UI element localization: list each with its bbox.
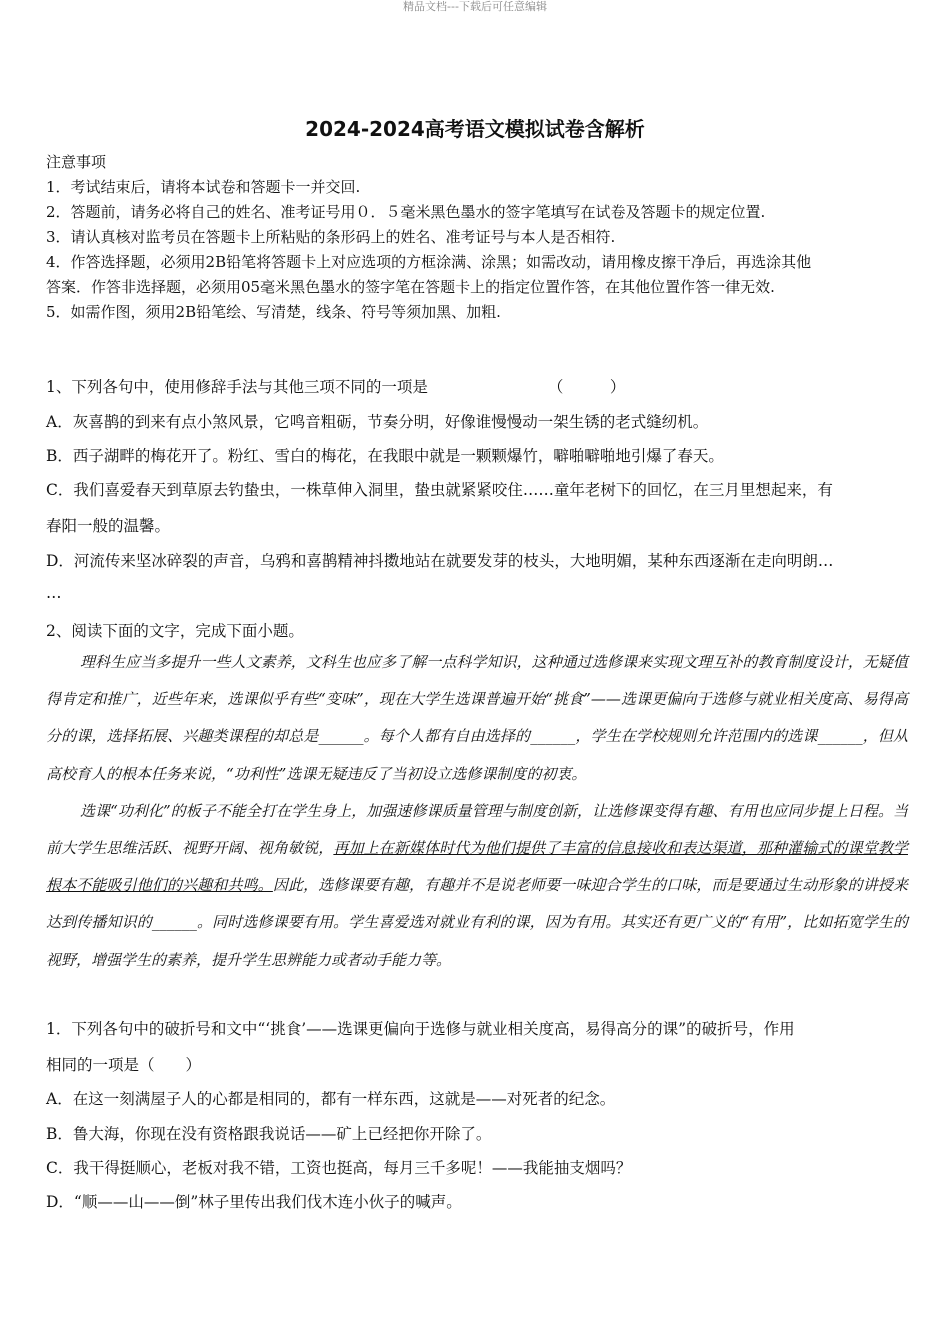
sub-question-1-option-a: A．在这一刻满屋子人的心都是相同的，都有一样东西，这就是——对死者的纪念。 [46, 1090, 616, 1108]
sub-question-1-option-d: D．“顺——山——倒”林子里传出我们伐木连小伙子的喊声。 [46, 1193, 462, 1211]
notice-item-3: 3．请认真核对监考员在答题卡上所粘贴的条形码上的姓名、准考证号与本人是否相符. [46, 228, 616, 246]
exam-title: 2024-2024高考语文模拟试卷含解析 [305, 117, 645, 141]
passage-p2-rest: 因此，选修课要有趣，有趣并不是说老师要一味迎合学生的口味，而是要通过生动形象的讲授来达到传播知识的______。同时选修课要有用。学生喜爱选对就业有利的课，因为有用。其实还有更广义的“有用”，比如拓宽学生的视野，增强学生的素养，提升学生思辨能力或者动手能力等。 [46, 876, 908, 969]
notice-heading: 注意事项 [46, 153, 107, 171]
underlined-sentence: 再加上在新媒体时代为他们提供了丰富的信息接收和表达渠道，那种灌输式的课堂教学根本不能吸引他们的兴趣和共鸣。 [46, 839, 908, 895]
notice-item-1: 1．考试结束后，请将本试卷和答题卡一并交回. [46, 178, 361, 196]
question-1-text: 1、下列各句中，使用修辞手法与其他三项不同的一项是 [46, 378, 428, 396]
sub-question-1-stem: 1．下列各句中的破折号和文中“‘挑食’——选课更偏向于选修与就业相关度高，易得高分的课”的破折号，作用 [46, 1020, 795, 1038]
notice-item-2: 2．答题前，请务必将自己的姓名、准考证号用０．５毫米黑色墨水的签字笔填写在试卷及答题卡的规定位置. [46, 203, 766, 221]
page-watermark: 精品文档---下载后可任意编辑 [403, 0, 547, 13]
passage-paragraph-2 [46, 793, 908, 979]
question-1-stem [46, 375, 906, 397]
question-1-option-c-cont: 春阳一般的温馨。 [46, 517, 171, 535]
sub-question-1-option-b: B．鲁大海，你现在没有资格跟我说话——矿上已经把你开除了。 [46, 1125, 492, 1143]
question-1-option-b: B．西子湖畔的梅花开了。粉红、雪白的梅花，在我眼中就是一颗颗爆竹，噼啪噼啪地引爆了春天。 [46, 447, 724, 465]
question-2-stem: 2、阅读下面的文字，完成下面小题。 [46, 622, 304, 640]
sub-question-1-stem-cont: 相同的一项是（ ） [46, 1056, 202, 1074]
notice-item-5: 5．如需作图，须用2B铅笔绘、写清楚，线条、符号等须加黑、加粗. [46, 303, 501, 321]
passage-paragraph-1: 理科生应当多提升一些人文素养，文科生也应多了解一点科学知识，这种通过选修课来实现文理互补的教育制度设计，无疑值得肯定和推广，近些年来，选课似乎有些“变味”，现在大学生选课普遍开始“挑食”——选课更偏向于选修与就业相关度高、易得高分的课，选择拓展、兴趣类课程的却总是______。每个人都有自由选择的______，学生在学校规则允许范围内的选课______，但从高校育人的根本任务来说，“功利性”选课无疑违反了当初设立选修课制度的初衷。 [46, 653, 908, 783]
question-1-option-d: D．河流传来坚冰碎裂的声音，乌鸦和喜鹊精神抖擞地站在就要发芽的枝头，大地明媚，某种东西逐渐在走向明朗… [46, 552, 834, 570]
question-1-option-a: A．灰喜鹊的到来有点小煞风景，它鸣音粗砺，节奏分明，好像谁慢慢动一架生锈的老式缝纫机。 [46, 413, 709, 431]
answer-parentheses: （ ） [547, 378, 626, 396]
passage-p2-lead: 选课“功利化”的板子不能全打在学生身上，加强速修课质量管理与制度创新，让选修课变得有趣、有用也应同步提上日程。当前大学生思维活跃、视野开阔、视角敏锐， [46, 801, 908, 858]
notice-item-4: 4．作答选择题，必须用2B铅笔将答题卡上对应选项的方框涂满、涂黑；如需改动，请用橡皮擦干净后，再选涂其他 [46, 253, 812, 271]
notice-item-4-cont: 答案．作答非选择题，必须用05毫米黑色墨水的签字笔在答题卡上的指定位置作答，在其他位置作答一律无效. [46, 278, 775, 296]
question-1-option-d-cont: … [46, 584, 62, 602]
reading-passage [46, 644, 908, 979]
question-1-option-c: C．我们喜爱春天到草原去钓蛰虫，一株草伸入洞里，蛰虫就紧紧咬住……童年老树下的回忆，在三月里想起来，有 [46, 481, 833, 499]
sub-question-1-option-c: C．我干得挺顺心，老板对我不错，工资也挺高，每月三千多呢！——我能抽支烟吗？ [46, 1159, 632, 1177]
